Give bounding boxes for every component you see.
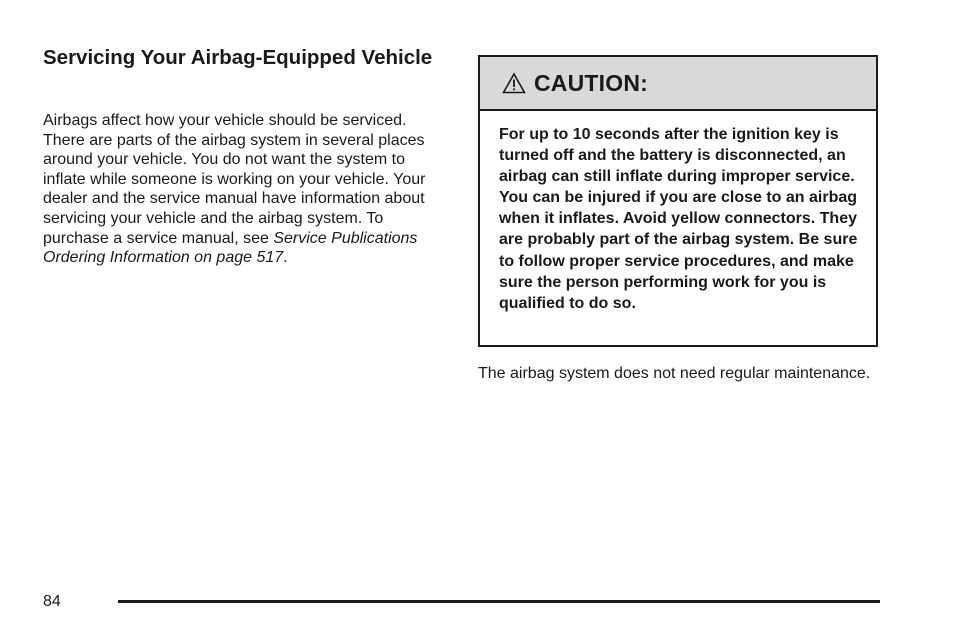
caution-title: CAUTION:	[534, 69, 649, 96]
caution-box	[478, 55, 878, 347]
maintenance-paragraph: The airbag system does not need regular maintenance.	[478, 365, 871, 382]
footer-rule	[118, 600, 880, 603]
body-paragraph	[43, 111, 443, 268]
warning-triangle-icon	[502, 72, 526, 94]
body-paragraph-text: Airbags affect how your vehicle should be serviced. There are parts of the airbag system in several places around your vehicle. You do not want the system to inflate while someone is working on your vehicle. Your dealer and the service manual have information about servicing your vehicle and the airbag system. To purchase a service manual, see	[43, 112, 426, 247]
body-paragraph-end: .	[283, 249, 288, 267]
page-number: 84	[43, 593, 61, 610]
caution-header	[480, 57, 876, 111]
cross-reference: Service Publications Ordering Information on page 517	[43, 229, 418, 267]
caution-text: For up to 10 seconds after the ignition key is turned off and the battery is disconnected, an airbag can still inflate during improper service. You can be injured if you are close to an airbag when it inflates. Avoid yellow connectors. They are probably part of the airbag system. Be sure to follow proper service procedures, and make sure the person performing work for you is qualified to do so.	[499, 126, 858, 312]
section-heading: Servicing Your Airbag-Equipped Vehicle	[43, 46, 433, 69]
